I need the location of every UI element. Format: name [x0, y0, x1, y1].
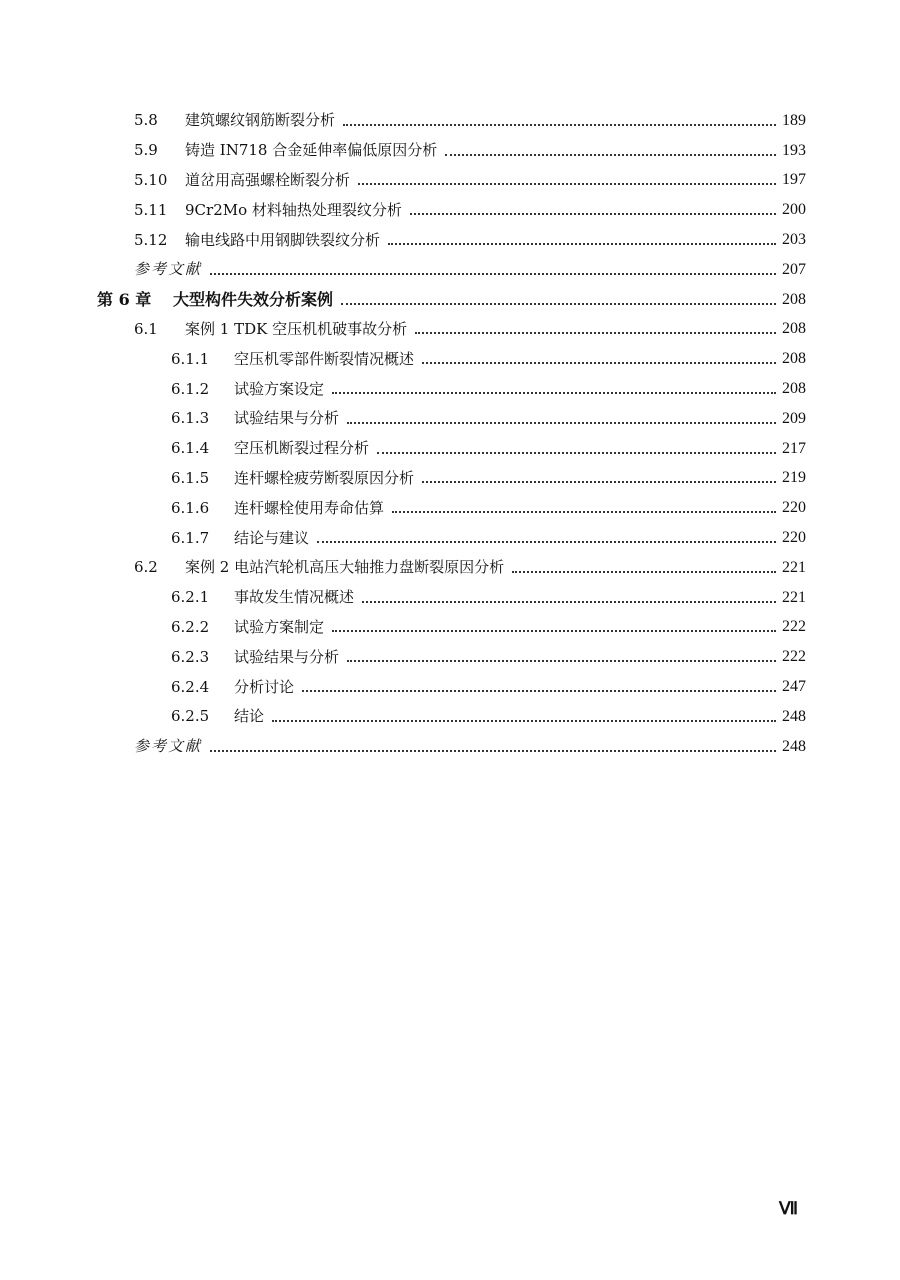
toc-entry-number: 6.1.3	[171, 409, 210, 428]
dot-leader	[410, 213, 776, 215]
toc-entry-page: 208	[782, 290, 806, 308]
dot-leader	[332, 630, 776, 632]
toc-entry-page: 208	[782, 380, 806, 398]
toc-entry	[0, 285, 900, 315]
toc-entry	[0, 672, 900, 702]
toc-entry-title: 9Cr2Mo 材料轴热处理裂纹分析	[185, 200, 402, 219]
dot-leader	[272, 720, 776, 722]
toc-entry-number: 6.1.7	[171, 528, 210, 547]
toc-entry	[0, 523, 900, 553]
dot-leader	[332, 392, 776, 394]
toc-entry	[0, 702, 900, 732]
dot-leader	[343, 124, 776, 126]
toc-entry	[0, 732, 900, 762]
toc-entry-page: 200	[782, 201, 806, 219]
toc-entry-number: 6.1.5	[171, 468, 210, 487]
page-folio: Ⅶ	[779, 1199, 798, 1218]
toc-entry-page: 193	[782, 141, 806, 159]
toc-entry-page: 248	[782, 707, 806, 725]
dot-leader	[377, 452, 776, 454]
toc-entry-number: 5.9	[134, 141, 158, 160]
toc-entry-page: 219	[782, 469, 806, 487]
toc-entry-title: 结论与建议	[234, 528, 310, 547]
toc-entry-page: 203	[782, 231, 806, 249]
toc-entry-number: 5.12	[134, 230, 168, 249]
toc-entry	[0, 255, 900, 285]
toc-entry-number: 5.10	[134, 170, 168, 189]
toc-entry	[0, 136, 900, 166]
dot-leader	[302, 690, 776, 692]
toc-entry-number: 6.1.4	[171, 439, 210, 458]
toc-entry-number: 6.2.4	[171, 677, 210, 696]
toc-entry-page: 221	[782, 558, 806, 576]
toc-entry-number: 5.8	[134, 111, 158, 130]
dot-leader	[392, 511, 776, 513]
toc-entry-page: 248	[782, 737, 806, 755]
toc-entry-number: 6.1.2	[171, 379, 210, 398]
toc-entry-title: 大型构件失效分析案例	[173, 289, 334, 309]
toc-entry	[0, 553, 900, 583]
toc-entry-number: 6.1.6	[171, 498, 210, 517]
toc-entry	[0, 464, 900, 494]
toc-entry-title: 建筑螺纹钢筋断裂分析	[185, 111, 336, 130]
toc-entry-title: 事故发生情况概述	[234, 588, 355, 607]
toc-entry-number: 6.2.5	[171, 707, 210, 726]
toc-entry-title: 参考文献	[134, 260, 203, 279]
toc-entry	[0, 106, 900, 136]
toc-entry	[0, 493, 900, 523]
dot-leader	[347, 422, 776, 424]
dot-leader	[415, 332, 776, 334]
toc-entry-title: 输电线路中用钢脚铁裂纹分析	[185, 230, 381, 249]
toc-entry-number: 6.2	[134, 558, 158, 577]
toc-entry-title: 试验方案设定	[234, 379, 325, 398]
dot-leader	[422, 481, 776, 483]
toc-entry	[0, 195, 900, 225]
dot-leader	[210, 273, 776, 275]
dot-leader	[362, 601, 776, 603]
toc-entry-number: 6.2.2	[171, 617, 210, 636]
toc-entry-page: 207	[782, 260, 806, 278]
toc-entry-number: 第 6 章	[97, 289, 152, 309]
toc-entry-page: 222	[782, 648, 806, 666]
toc-entry-page: 247	[782, 678, 806, 696]
dot-leader	[388, 243, 776, 245]
toc-entry	[0, 404, 900, 434]
toc-entry-title: 铸造 IN718 合金延伸率偏低原因分析	[185, 141, 438, 160]
toc-entry-title: 试验结果与分析	[234, 409, 340, 428]
toc-entry-number: 6.2.1	[171, 588, 210, 607]
toc-entry	[0, 166, 900, 196]
toc-entry	[0, 374, 900, 404]
toc-entry-page: 197	[782, 171, 806, 189]
toc-entry	[0, 613, 900, 643]
dot-leader	[512, 571, 776, 573]
toc-entry-title: 连杆螺栓疲劳断裂原因分析	[234, 468, 415, 487]
dot-leader	[210, 750, 776, 752]
toc-entry-page: 208	[782, 320, 806, 338]
toc-entry-page: 221	[782, 588, 806, 606]
toc-entry	[0, 344, 900, 374]
toc-entry-title: 空压机零部件断裂情况概述	[234, 349, 415, 368]
toc-entry-number: 6.2.3	[171, 647, 210, 666]
table-of-contents	[0, 106, 900, 762]
toc-entry-title: 连杆螺栓使用寿命估算	[234, 498, 385, 517]
toc-entry-title: 案例 2 电站汽轮机高压大轴推力盘断裂原因分析	[185, 558, 505, 577]
toc-entry-title: 试验结果与分析	[234, 647, 340, 666]
toc-entry-page: 208	[782, 350, 806, 368]
dot-leader	[358, 183, 776, 185]
toc-entry-number: 5.11	[134, 200, 168, 219]
dot-leader	[341, 303, 776, 305]
dot-leader	[347, 660, 776, 662]
toc-entry-title: 结论	[234, 707, 265, 726]
toc-entry	[0, 225, 900, 255]
toc-entry-page: 220	[782, 499, 806, 517]
toc-entry-title: 道岔用高强螺栓断裂分析	[185, 170, 351, 189]
dot-leader	[317, 541, 776, 543]
toc-entry-page: 217	[782, 439, 806, 457]
dot-leader	[422, 362, 776, 364]
toc-entry	[0, 434, 900, 464]
toc-entry-title: 参考文献	[134, 737, 203, 756]
toc-entry-number: 6.1.1	[171, 349, 210, 368]
dot-leader	[445, 154, 776, 156]
toc-entry-page: 189	[782, 111, 806, 129]
toc-entry-title: 试验方案制定	[234, 617, 325, 636]
toc-entry-title: 分析讨论	[234, 677, 295, 696]
toc-entry	[0, 642, 900, 672]
toc-entry-title: 案例 1 TDK 空压机机破事故分析	[185, 319, 408, 338]
toc-entry-number: 6.1	[134, 319, 158, 338]
toc-entry-page: 220	[782, 529, 806, 547]
toc-entry-page: 209	[782, 409, 806, 427]
toc-entry	[0, 583, 900, 613]
toc-entry	[0, 315, 900, 345]
toc-entry-title: 空压机断裂过程分析	[234, 439, 370, 458]
toc-entry-page: 222	[782, 618, 806, 636]
